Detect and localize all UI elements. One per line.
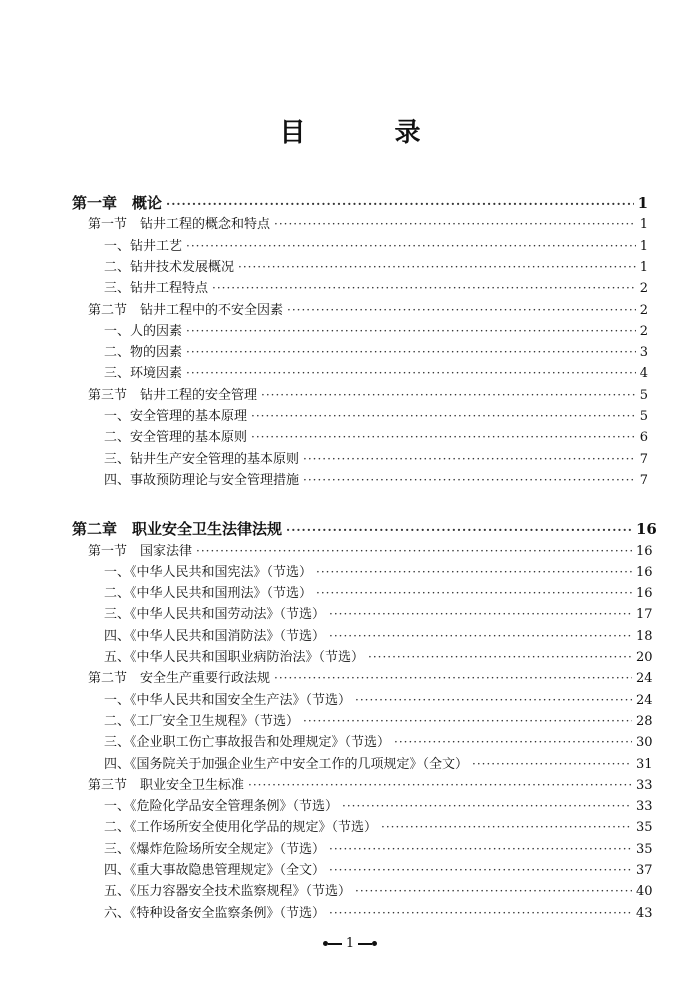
toc-page-number: 18 <box>636 628 653 644</box>
dot-leader <box>329 863 632 877</box>
toc-item <box>0 362 700 384</box>
toc-item <box>0 859 700 881</box>
toc-item <box>0 320 700 342</box>
toc-item <box>0 838 700 860</box>
toc-page-number: 6 <box>639 430 648 446</box>
toc-page-number: 16 <box>636 586 653 602</box>
toc-chapter <box>0 192 700 214</box>
toc-page-number: 5 <box>639 409 648 424</box>
toc-page-number: 24 <box>636 692 653 708</box>
toc-section <box>0 299 700 321</box>
toc-label: 二、《工作场所安全使用化学品的规定》（节选） <box>104 820 378 836</box>
toc-page-number: 3 <box>639 345 648 361</box>
dot-leader <box>251 430 636 444</box>
dot-leader <box>368 650 632 664</box>
toc-label: 五、《中华人民共和国职业病防治法》（节选） <box>104 650 365 665</box>
toc-label: 三、《企业职工伤亡事故报告和处理规定》（节选） <box>104 735 391 751</box>
dot-leader <box>286 523 632 537</box>
toc-section <box>0 384 700 406</box>
dot-leader <box>196 544 632 558</box>
dot-leader <box>251 409 636 423</box>
toc-label: 第二节 钻井工程中的不安全因素 <box>88 302 284 318</box>
toc-label: 三、《爆炸危险场所安全规定》（节选） <box>104 841 326 857</box>
toc-item <box>0 902 700 924</box>
toc-page-number: 2 <box>639 281 648 297</box>
toc-page-number: 7 <box>639 472 648 488</box>
footer-right-ornament <box>358 941 377 946</box>
dot-leader <box>329 842 632 856</box>
toc-label: 二、《工厂安全卫生规程》（节选） <box>104 713 300 729</box>
toc-label: 四、事故预防理论与安全管理措施 <box>104 472 300 488</box>
dot-leader <box>186 324 636 338</box>
toc-item <box>0 582 700 604</box>
toc-page-number: 7 <box>639 451 648 467</box>
toc-label: 第二章 职业安全卫生法律法规 <box>72 520 283 539</box>
toc-page-number: 35 <box>636 820 653 836</box>
toc-page-number: 20 <box>636 650 653 665</box>
toc-label: 一、《中华人民共和国宪法》（节选） <box>104 564 313 580</box>
toc-page-number: 1 <box>639 259 648 275</box>
toc-page-number: 2 <box>639 302 648 318</box>
toc-item <box>0 603 700 625</box>
dot-leader <box>355 884 632 898</box>
toc-label: 一、《危险化学品安全管理条例》（节选） <box>104 799 339 815</box>
toc-section <box>0 540 700 562</box>
toc-label: 三、钻井工程特点 <box>104 281 209 297</box>
toc-label: 第三节 职业安全卫生标准 <box>88 777 245 793</box>
dot-leader <box>303 714 632 728</box>
toc-label: 二、《中华人民共和国刑法》（节选） <box>104 586 313 602</box>
toc-label: 三、环境因素 <box>104 366 183 382</box>
toc-item <box>0 689 700 711</box>
toc-item <box>0 448 700 470</box>
toc-page-number: 28 <box>636 713 653 729</box>
dot-leader <box>274 217 636 231</box>
toc-section <box>0 213 700 235</box>
dot-leader <box>472 757 632 771</box>
dot-leader <box>329 629 632 643</box>
dot-leader <box>316 586 632 600</box>
toc-label: 三、钻井生产安全管理的基本原则 <box>104 451 300 467</box>
toc-page-number: 43 <box>636 905 653 921</box>
toc-item <box>0 816 700 838</box>
toc-page-number: 1 <box>637 194 648 212</box>
dot-leader <box>329 906 632 920</box>
toc-page-number: 2 <box>639 323 648 339</box>
toc-label: 第二节 安全生产重要行政法规 <box>88 671 271 687</box>
toc-label: 二、安全管理的基本原则 <box>104 430 248 446</box>
toc-page-number: 33 <box>636 799 653 815</box>
toc-chapter <box>0 518 700 540</box>
toc-item <box>0 469 700 491</box>
dot-leader <box>381 820 632 834</box>
page-footer <box>0 936 700 951</box>
toc-item <box>0 561 700 583</box>
toc-label: 四、《重大事故隐患管理规定》（全文） <box>104 863 326 878</box>
toc-item <box>0 795 700 817</box>
toc-item <box>0 880 700 902</box>
toc-item <box>0 625 700 647</box>
footer-page-number: 1 <box>345 936 355 951</box>
toc-label: 第一节 国家法律 <box>88 543 193 559</box>
toc-item <box>0 405 700 427</box>
toc-item <box>0 646 700 668</box>
dot-leader <box>342 799 632 813</box>
toc-section <box>0 667 700 689</box>
dot-leader <box>166 197 634 211</box>
toc-label: 四、《国务院关于加强企业生产中安全工作的几项规定》（全文） <box>104 756 469 772</box>
dot-leader <box>287 303 636 317</box>
dot-leader <box>238 260 636 274</box>
toc-item <box>0 256 700 278</box>
dot-leader <box>186 366 636 380</box>
dot-leader <box>355 693 632 707</box>
dot-leader <box>261 388 636 402</box>
toc-page-number: 31 <box>636 756 653 772</box>
dot-leader <box>186 345 636 359</box>
dot-leader <box>329 607 632 621</box>
toc-label: 二、物的因素 <box>104 345 183 361</box>
dot-leader <box>186 239 636 253</box>
toc-page-number: 35 <box>636 841 653 857</box>
toc-page-number: 16 <box>636 520 657 539</box>
toc-page-number: 17 <box>636 607 653 623</box>
toc-item <box>0 731 700 753</box>
toc-label: 第一章 概论 <box>72 194 163 212</box>
toc-item <box>0 235 700 257</box>
toc-label: 五、《压力容器安全技术监察规程》（节选） <box>104 884 352 900</box>
dot-leader <box>212 281 636 295</box>
toc-page-number: 24 <box>636 671 653 687</box>
dot-leader <box>303 452 636 466</box>
toc-page-number: 1 <box>639 238 648 254</box>
toc-label: 第一节 钻井工程的概念和特点 <box>88 217 271 233</box>
toc-page-number: 4 <box>639 366 648 382</box>
toc-label: 一、钻井工艺 <box>104 238 183 254</box>
toc-item <box>0 426 700 448</box>
dot-leader <box>274 671 632 685</box>
toc-item <box>0 341 700 363</box>
toc-item <box>0 277 700 299</box>
toc-label: 三、《中华人民共和国劳动法》（节选） <box>104 607 326 623</box>
dot-leader <box>394 735 632 749</box>
toc-label: 一、安全管理的基本原理 <box>104 409 248 424</box>
toc-section <box>0 774 700 796</box>
page-title: 目 录 <box>279 118 461 148</box>
dot-leader <box>303 473 636 487</box>
toc-label: 二、钻井技术发展概况 <box>104 259 235 275</box>
toc-page-number: 30 <box>636 735 653 751</box>
toc-label: 第三节 钻井工程的安全管理 <box>88 387 258 403</box>
toc-label: 一、《中华人民共和国安全生产法》（节选） <box>104 692 352 708</box>
toc-page-number: 1 <box>639 217 648 233</box>
toc-page-number: 16 <box>636 564 653 580</box>
toc-item <box>0 753 700 775</box>
toc-label: 六、《特种设备安全监察条例》（节选） <box>104 905 326 921</box>
toc-page-number: 33 <box>636 777 653 793</box>
toc-label: 四、《中华人民共和国消防法》（节选） <box>104 628 326 644</box>
toc-page-number: 40 <box>636 884 653 900</box>
toc-page-number: 37 <box>636 863 653 878</box>
toc-page-number: 16 <box>636 543 653 559</box>
footer-left-ornament <box>323 941 342 946</box>
dot-leader <box>316 565 632 579</box>
toc-page-number: 5 <box>639 387 648 403</box>
dot-leader <box>248 778 632 792</box>
toc-label: 一、人的因素 <box>104 323 183 339</box>
toc-item <box>0 710 700 732</box>
